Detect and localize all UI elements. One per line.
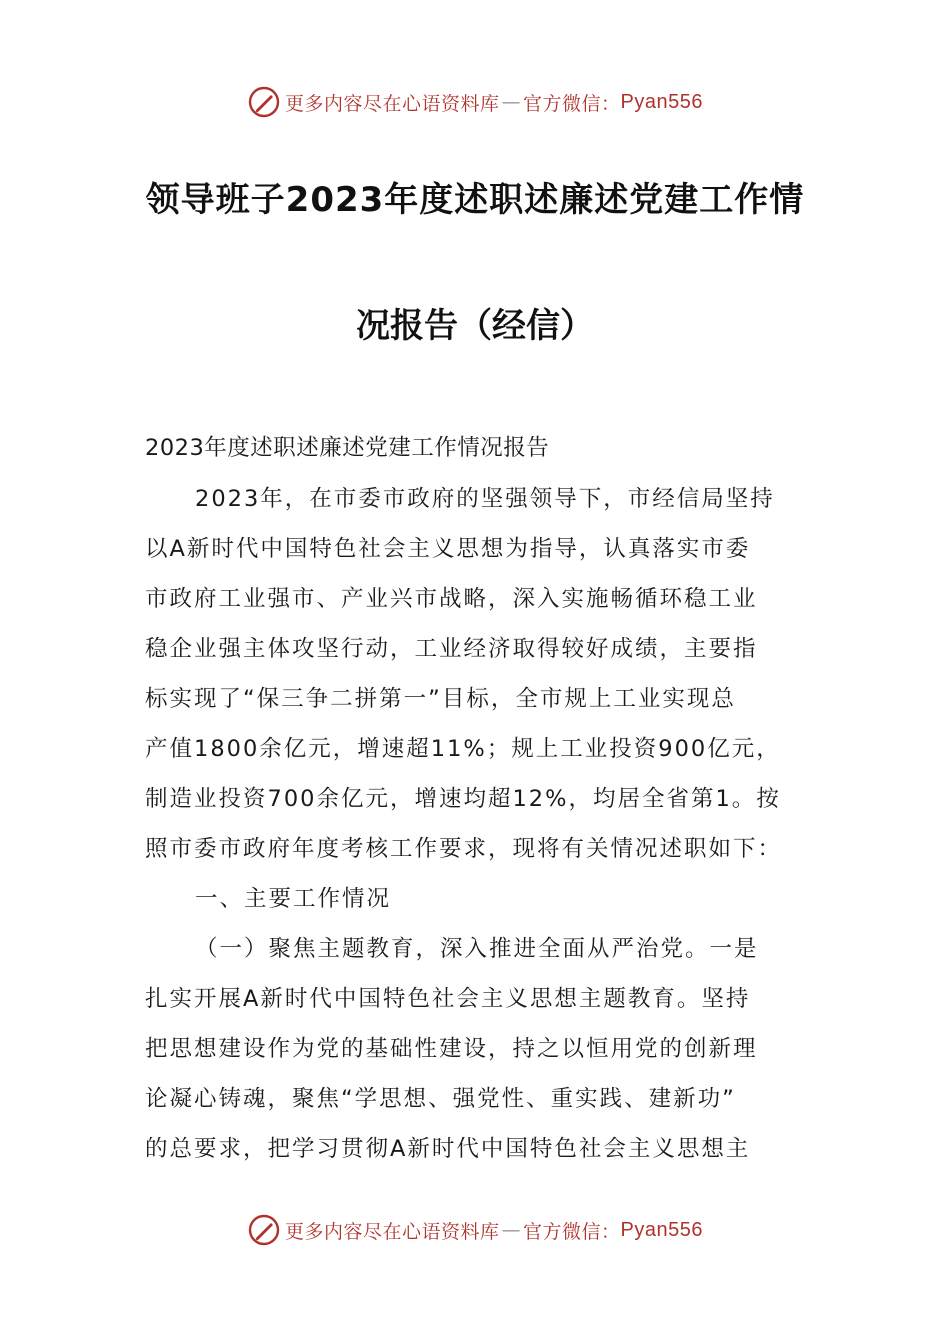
body-line: 产值1800余亿元，增速超11%；规上工业投资900亿元， — [145, 736, 781, 762]
doc-body — [145, 474, 810, 1174]
banner-separator: — — [501, 91, 522, 113]
section-heading: 一、主要工作情况 — [195, 886, 392, 912]
page-title-line2: 况报告（经信） — [356, 306, 594, 346]
banner-official: 官方微信： — [523, 1220, 621, 1243]
body-line: 制造业投资700余亿元，增速均超12%，均居全省第1。按 — [145, 786, 781, 812]
banner-id: Pyan556 — [620, 90, 703, 113]
body-line: 论凝心铸魂，聚焦“学思想、强党性、重实践、建新功” — [145, 1086, 736, 1112]
banner-text: 更多内容尽在心语资料库 — [285, 92, 500, 115]
body-line: 标实现了“保三争二拼第一”目标，全市规上工业实现总 — [145, 686, 736, 712]
body-line: （一）聚焦主题教育，深入推进全面从严治党。一是 — [195, 936, 759, 962]
pen-logo-icon — [247, 85, 281, 119]
body-line: 2023年，在市委市政府的坚强领导下，市经信局坚持 — [195, 486, 775, 512]
body-line: 扎实开展A新时代中国特色社会主义思想主题教育。坚持 — [145, 986, 751, 1012]
header-banner — [0, 82, 950, 122]
page-title-line1: 领导班子2023年度述职述廉述党建工作情 — [145, 180, 805, 220]
banner-official: 官方微信： — [523, 92, 621, 115]
body-line: 以A新时代中国特色社会主义思想为指导，认真落实市委 — [145, 536, 751, 562]
body-line: 照市委市政府年度考核工作要求，现将有关情况述职如下： — [145, 836, 783, 862]
body-line: 的总要求，把学习贯彻A新时代中国特色社会主义思想主 — [145, 1136, 751, 1162]
footer-banner — [0, 1210, 950, 1250]
banner-id: Pyan556 — [620, 1218, 703, 1241]
doc-subtitle: 2023年度述职述廉述党建工作情况报告 — [145, 435, 550, 461]
body-line: 把思想建设作为党的基础性建设，持之以恒用党的创新理 — [145, 1036, 758, 1062]
body-line: 稳企业强主体攻坚行动，工业经济取得较好成绩，主要指 — [145, 636, 758, 662]
body-line: 市政府工业强市、产业兴市战略，深入实施畅循环稳工业 — [145, 586, 758, 612]
pen-logo-icon — [247, 1213, 281, 1247]
banner-text: 更多内容尽在心语资料库 — [285, 1220, 500, 1243]
banner-separator: — — [501, 1219, 522, 1241]
